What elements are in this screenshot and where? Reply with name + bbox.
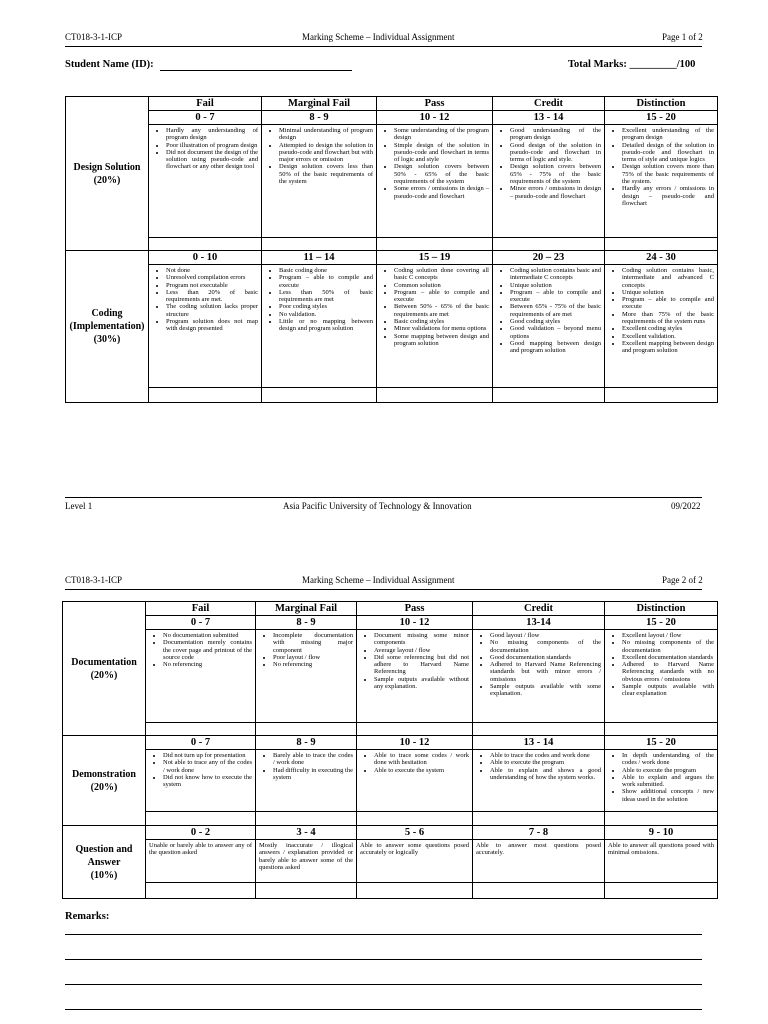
- criterion-bullet: • Some errors / omissions in design – pseudo-code and flowchart: [394, 185, 489, 200]
- rubric-table-1: [65, 96, 718, 403]
- mark-entry-cell[interactable]: [473, 812, 605, 826]
- descriptor-cell: [149, 125, 262, 238]
- criterion-bullet: • Able to execute the program: [490, 759, 601, 766]
- criterion-bullet: • Coding solution contains basic, intermediate and advanced C concepts: [622, 267, 714, 289]
- criterion-bullet: • Excellent layout / flow: [622, 632, 714, 639]
- criterion-bullet: • Did some referencing but did not adhere to Harvard Name Referencing: [374, 654, 469, 676]
- course-code: CT018-3-1-ICP: [65, 32, 122, 42]
- criterion-bullet: • Program – able to compile and execute: [510, 289, 601, 304]
- criterion-bullet: • Unique solution: [622, 289, 714, 296]
- criterion-bullet: • Program – able to compile and execute: [279, 274, 373, 289]
- criterion-bullet: • Attempted to design the solution in pseudo-code and flowchart but with major errors or omission: [279, 142, 373, 164]
- criterion-bullet: • Incomplete documentation with missing major component: [273, 632, 353, 654]
- criterion-bullet: • Able to execute the system: [374, 767, 469, 774]
- score-range: 8 - 9: [256, 616, 357, 630]
- criterion-bullet: • Adhered to Harvard Name Referencing standards but with minor errors / omissions: [490, 661, 601, 683]
- scheme-title: Marking Scheme – Individual Assignment: [302, 575, 455, 585]
- level-fail: Fail: [146, 602, 256, 616]
- course-code: CT018-3-1-ICP: [65, 575, 122, 585]
- score-range: 0 - 7: [146, 736, 256, 750]
- descriptor-cell: [149, 265, 262, 388]
- score-range: 15 – 19: [377, 251, 493, 265]
- criterion-bullet: • Able to execute the program: [622, 767, 714, 774]
- criterion-bullet: • Poor coding styles: [279, 303, 373, 310]
- criterion-bullet: • The coding solution lacks proper structure: [166, 303, 258, 318]
- criterion-bullet: • Less than 50% of basic requirements are met: [279, 289, 373, 304]
- header-rule: [65, 46, 702, 47]
- descriptor-cell: [262, 265, 377, 388]
- score-range: 15 - 20: [605, 736, 718, 750]
- criterion-bullet: • Able to explain and argues the work submitted.: [622, 774, 714, 789]
- level-fail: Fail: [149, 97, 262, 111]
- student-name-line: [160, 70, 352, 71]
- mark-entry-cell[interactable]: [256, 812, 357, 826]
- descriptor-cell: Unable or barely able to answer any of the question asked: [146, 840, 256, 883]
- criterion-bullet: • Less than 20% of basic requirements are met.: [166, 289, 258, 304]
- score-range: 10 - 12: [357, 616, 473, 630]
- score-range: 5 - 6: [357, 826, 473, 840]
- score-range: 0 - 7: [146, 616, 256, 630]
- criterion-bullet: • Able to explain and shows a good understanding of how the system works.: [490, 767, 601, 782]
- criterion-bullet: • Hardly any errors / omissions in design – pseudo-code and flowchart: [622, 185, 714, 207]
- criterion-bullet: • No missing components of the documentation: [490, 639, 601, 654]
- criterion-bullet: • No validation.: [279, 311, 373, 318]
- criterion-bullet: • Show additional concepts / new ideas used in the solution: [622, 788, 714, 803]
- criterion-bullet: • Some mapping between design and program solution: [394, 333, 489, 348]
- mark-entry-cell[interactable]: [262, 238, 377, 251]
- criterion-bullet: • Program solution does not map with design presented: [166, 318, 258, 333]
- criterion-bullet: • Some understanding of the program design: [394, 127, 489, 142]
- criterion-bullet: • Unresolved compilation errors: [166, 274, 258, 281]
- mark-entry-cell[interactable]: [605, 238, 718, 251]
- footer-university: Asia Pacific University of Technology & Innovation: [283, 501, 472, 511]
- descriptor-cell: [605, 265, 718, 388]
- criterion-bullet: • Not able to trace any of the codes / work done: [163, 759, 252, 774]
- descriptor-cell: [473, 750, 605, 812]
- score-range: 13 - 14: [473, 736, 605, 750]
- score-range: 3 - 4: [256, 826, 357, 840]
- mark-entry-cell[interactable]: [146, 723, 256, 736]
- criterion-bullet: • Simple design of the solution in pseudo-code and flowchart in terms of logic and style: [394, 142, 489, 164]
- criterion-bullet: • Between 65% - 75% of the basic requirements of are met: [510, 303, 601, 318]
- mark-entry-cell[interactable]: [605, 812, 718, 826]
- mark-entry-cell[interactable]: [605, 388, 718, 403]
- remarks-label: Remarks:: [65, 911, 110, 922]
- criterion-bullet: • Common solution: [394, 282, 489, 289]
- criterion-bullet: • Excellent mapping between design and program solution: [622, 340, 714, 355]
- mark-entry-cell[interactable]: [146, 883, 256, 899]
- descriptor-cell: [377, 125, 493, 238]
- score-range: 10 - 12: [357, 736, 473, 750]
- descriptor-cell: [377, 265, 493, 388]
- criterion-bullet: • Good layout / flow: [490, 632, 601, 639]
- criterion-bullet: • Good coding styles: [510, 318, 601, 325]
- mark-entry-cell[interactable]: [473, 723, 605, 736]
- criterion-design: Design Solution (20%): [66, 97, 149, 251]
- criterion-bullet: • Able to trace the codes and work done: [490, 752, 601, 759]
- criterion-bullet: • Program – able to compile and execute: [394, 289, 489, 304]
- student-name-label: Student Name (ID):: [65, 59, 154, 70]
- level-pass: Pass: [377, 97, 493, 111]
- mark-entry-cell[interactable]: [357, 812, 473, 826]
- score-range: 7 - 8: [473, 826, 605, 840]
- criterion-bullet: • Adhered to Harvard Name Referencing standards with no obvious errors / omissions: [622, 661, 714, 683]
- descriptor-cell: [146, 750, 256, 812]
- descriptor-cell: [493, 125, 605, 238]
- mark-entry-cell[interactable]: [377, 238, 493, 251]
- criterion-bullet: • Excellent coding styles: [622, 325, 714, 332]
- criterion-bullet: • Design solution covers between 65% - 75% of the basic requirements of the system: [510, 163, 601, 185]
- criterion-bullet: • Coding solution done covering all basic C concepts: [394, 267, 489, 282]
- descriptor-cell: [473, 630, 605, 723]
- criterion-bullet: • No referencing: [163, 661, 252, 668]
- criterion-bullet: • Detailed design of the solution in pseudo-code and flowchart in terms of style and unique logics: [622, 142, 714, 164]
- criterion-bullet: • Excellent documentation standards: [622, 654, 714, 661]
- criterion-bullet: • Barely able to trace the codes / work done: [273, 752, 353, 767]
- rubric-table-2: [62, 601, 718, 899]
- criterion-demonstration: Demonstration (20%): [63, 736, 146, 826]
- page-number: Page 1 of 2: [662, 32, 703, 42]
- scheme-title: Marking Scheme – Individual Assignment: [302, 32, 455, 42]
- criterion-bullet: • No missing components of the documentation: [622, 639, 714, 654]
- descriptor-cell: Mostly inaccurate / illogical answers / explanation provided or barely able to answer some of the questions asked: [256, 840, 357, 883]
- criterion-bullet: • Minor errors / omissions in design – pseudo-code and flowchart: [510, 185, 601, 200]
- score-range: 0 - 2: [146, 826, 256, 840]
- criterion-bullet: • Program – able to compile and execute: [622, 296, 714, 311]
- score-range: 20 – 23: [493, 251, 605, 265]
- criterion-bullet: • In depth understanding of the codes / work done: [622, 752, 714, 767]
- mark-entry-cell[interactable]: [146, 812, 256, 826]
- descriptor-cell: [256, 750, 357, 812]
- criterion-bullet: • Good design of the solution in pseudo-code and flowchart in terms of logic and style.: [510, 142, 601, 164]
- score-range: 8 - 9: [262, 111, 377, 125]
- criterion-bullet: • Poor layout / flow: [273, 654, 353, 661]
- mark-entry-cell[interactable]: [605, 883, 718, 899]
- descriptor-cell: [605, 750, 718, 812]
- criterion-bullet: • Good understanding of the program design: [510, 127, 601, 142]
- mark-entry-cell[interactable]: [256, 883, 357, 899]
- remarks-line[interactable]: [65, 959, 702, 960]
- criterion-coding: Coding (Implementation) (30%): [66, 251, 149, 403]
- criterion-bullet: • Sample outputs available with clear explanation: [622, 683, 714, 698]
- score-range: 0 - 7: [149, 111, 262, 125]
- mark-entry-cell[interactable]: [357, 723, 473, 736]
- criterion-bullet: • No referencing: [273, 661, 353, 668]
- criterion-bullet: • Unique solution: [510, 282, 601, 289]
- mark-entry-cell[interactable]: [149, 388, 262, 403]
- criterion-bullet: • Average layout / flow: [374, 647, 469, 654]
- descriptor-cell: Able to answer all questions posed with minimal omissions.: [605, 840, 718, 883]
- score-range: 9 - 10: [605, 826, 718, 840]
- criterion-bullet: • More than 75% of the basic requirements of the system runs: [622, 311, 714, 326]
- mark-entry-cell[interactable]: [605, 723, 718, 736]
- criterion-bullet: • Documentation merely contains the cover page and printout of the source code: [163, 639, 252, 661]
- footer-level: Level 1: [65, 501, 93, 511]
- page-number: Page 2 of 2: [662, 575, 703, 585]
- criterion-bullet: • Excellent validation.: [622, 333, 714, 340]
- remarks-line[interactable]: [65, 934, 702, 935]
- criterion-bullet: • Basic coding styles: [394, 318, 489, 325]
- criterion-question-answer: Question and Answer (10%): [63, 826, 146, 899]
- criterion-bullet: • Good mapping between design and program solution: [510, 340, 601, 355]
- remarks-line[interactable]: [65, 1009, 702, 1010]
- criterion-bullet: • Document missing some minor components: [374, 632, 469, 647]
- level-pass: Pass: [357, 602, 473, 616]
- score-range: 10 - 12: [377, 111, 493, 125]
- remarks-line[interactable]: [65, 984, 702, 985]
- level-credit: Credit: [473, 602, 605, 616]
- score-range: 8 - 9: [256, 736, 357, 750]
- criterion-bullet: • Hardly any understanding of program design: [166, 127, 258, 142]
- score-range: 0 - 10: [149, 251, 262, 265]
- criterion-bullet: • Design solution covers less than 50% of the basic requirements of the system: [279, 163, 373, 185]
- header-rule: [65, 589, 702, 590]
- criterion-bullet: • Poor illustration of program design: [166, 142, 258, 149]
- mark-entry-cell[interactable]: [473, 883, 605, 899]
- mark-entry-cell[interactable]: [357, 883, 473, 899]
- criterion-bullet: • Did not know how to execute the system: [163, 774, 252, 789]
- mark-entry-cell[interactable]: [377, 388, 493, 403]
- mark-entry-cell[interactable]: [149, 238, 262, 251]
- criterion-bullet: • Design solution covers between 50% - 65% of the basic requirements of the system: [394, 163, 489, 185]
- criterion-bullet: • Excellent understanding of the program design: [622, 127, 714, 142]
- criterion-bullet: • Sample outputs available with some explanation.: [490, 683, 601, 698]
- mark-entry-cell[interactable]: [256, 723, 357, 736]
- descriptor-cell: [605, 630, 718, 723]
- descriptor-cell: Able to answer some questions posed accurately or logically: [357, 840, 473, 883]
- criterion-bullet: • Did not turn up for presentation: [163, 752, 252, 759]
- total-marks-label: Total Marks: _________/100: [568, 59, 696, 70]
- criterion-bullet: • Good documentation standards: [490, 654, 601, 661]
- criterion-bullet: • Program not executable: [166, 282, 258, 289]
- criterion-bullet: • Minimal understanding of program design: [279, 127, 373, 142]
- mark-entry-cell[interactable]: [262, 388, 377, 403]
- level-credit: Credit: [493, 97, 605, 111]
- level-marginal-fail: Marginal Fail: [262, 97, 377, 111]
- criterion-bullet: • Able to trace some codes / work done with hesitation: [374, 752, 469, 767]
- criterion-bullet: • Between 50% - 65% of the basic requirements are met: [394, 303, 489, 318]
- descriptor-cell: [605, 125, 718, 238]
- footer-date: 09/2022: [671, 501, 701, 511]
- descriptor-cell: [262, 125, 377, 238]
- score-range: 24 - 30: [605, 251, 718, 265]
- criterion-bullet: • Coding solution contains basic and intermediate C concepts: [510, 267, 601, 282]
- score-range: 13 - 14: [493, 111, 605, 125]
- criterion-bullet: • Sample outputs available without any explanation.: [374, 676, 469, 691]
- descriptor-cell: [256, 630, 357, 723]
- descriptor-cell: [493, 265, 605, 388]
- score-range: 15 - 20: [605, 616, 718, 630]
- criterion-bullet: • Not done: [166, 267, 258, 274]
- mark-entry-cell[interactable]: [493, 388, 605, 403]
- criterion-bullet: • Minor validations for menu options: [394, 325, 489, 332]
- criterion-bullet: • Good validation – beyond menu options: [510, 325, 601, 340]
- descriptor-cell: [357, 750, 473, 812]
- descriptor-cell: [146, 630, 256, 723]
- score-range: 13-14: [473, 616, 605, 630]
- criterion-bullet: • Design solution covers more than 75% of the basic requirements of the system.: [622, 163, 714, 185]
- score-range: 15 - 20: [605, 111, 718, 125]
- criterion-bullet: • Basic coding done: [279, 267, 373, 274]
- descriptor-cell: [357, 630, 473, 723]
- criterion-bullet: • No documentation submitted: [163, 632, 252, 639]
- descriptor-cell: Able to answer most questions posed accurately.: [473, 840, 605, 883]
- criterion-bullet: • Did not document the design of the solution using pseudo-code and flowchart or any other design tool: [166, 149, 258, 171]
- criterion-documentation: Documentation (20%): [63, 602, 146, 736]
- footer-rule: [65, 497, 702, 498]
- level-distinction: Distinction: [605, 602, 718, 616]
- criterion-bullet: • Had difficulty in executing the system: [273, 767, 353, 782]
- criterion-bullet: • Little or no mapping between design and program solution: [279, 318, 373, 333]
- mark-entry-cell[interactable]: [493, 238, 605, 251]
- score-range: 11 – 14: [262, 251, 377, 265]
- level-marginal-fail: Marginal Fail: [256, 602, 357, 616]
- level-distinction: Distinction: [605, 97, 718, 111]
